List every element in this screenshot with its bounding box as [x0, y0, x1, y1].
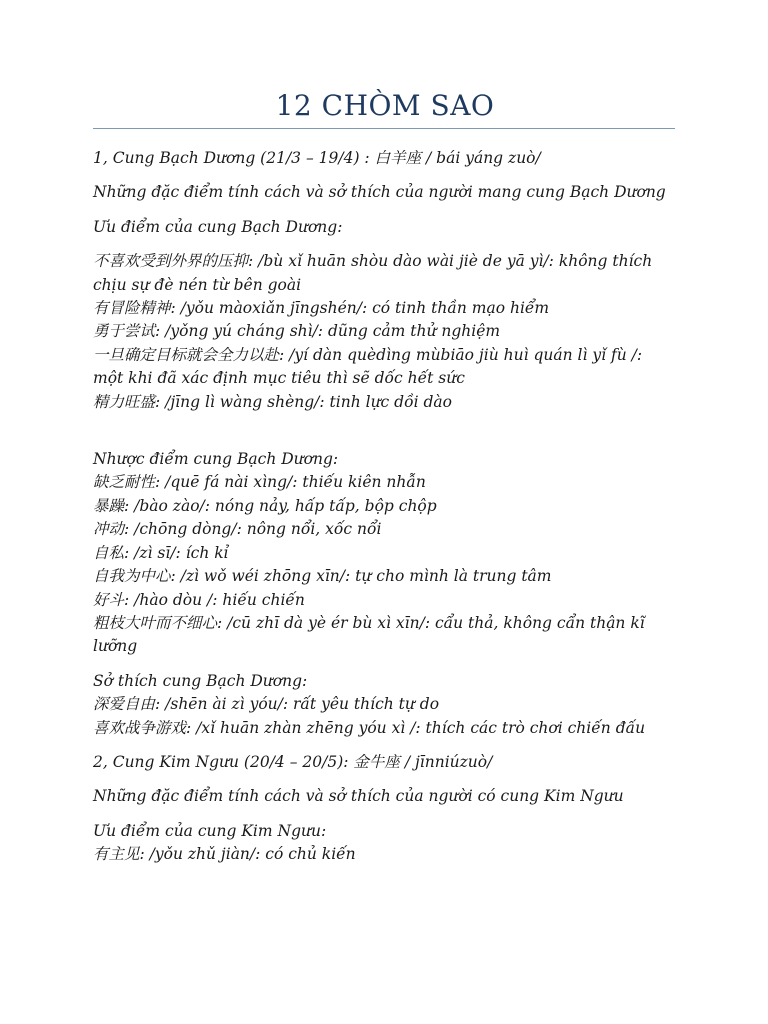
list-item: 喜欢战争游戏: /xǐ huān zhàn zhēng yóu xì /: thích các trò chơi chiến đấu: [93, 718, 646, 737]
section-intro: Những đặc điểm tính cách và sở thích của người mang cung Bạch Dương: [93, 183, 666, 202]
list-item: 深爱自由: /shēn ài zì yóu/: rất yêu thích tự do: [93, 695, 440, 714]
list-item: 有冒险精神: /yǒu màoxiǎn jīngshén/: có tinh thần mạo hiểm: [93, 299, 550, 318]
section-intro: Những đặc điểm tính cách và sở thích của người có cung Kim Ngưu: [93, 787, 624, 806]
list-item: 暴躁: /bào zào/: nóng nảy, hấp tấp, bộp chộp: [93, 496, 437, 515]
page-title: 12 CHÒM SAO: [275, 89, 495, 122]
cons-heading: Nhược điểm cung Bạch Dương:: [93, 450, 339, 469]
hobby-heading: Sở thích cung Bạch Dương:: [93, 671, 308, 690]
document-body: [93, 147, 677, 867]
list-item: 冲动: /chōng dòng/: nông nổi, xốc nổi: [93, 520, 382, 539]
list-item: 一旦确定目标就会全力以赴: /yí dàn quèdìng mùbiāo jiù huì quán lì yǐ fù /: một khi đã xác định mục tiêu thì sẽ dốc hết sức: [93, 345, 643, 388]
list-item: 自我为中心: /zì wǒ wéi zhōng xīn/: tự cho mình là trung tâm: [93, 567, 552, 586]
title-underline: [93, 128, 675, 129]
pros-heading: Ưu điểm của cung Bạch Dương:: [93, 217, 343, 236]
list-item: 自私: /zì sī/: ích kỉ: [93, 543, 229, 562]
list-item: 不喜欢受到外界的压抑: /bù xǐ huān shòu dào wài jiè de yā yì/: không thích chịu sự đè nén từ bên goài: [93, 252, 653, 294]
list-item: 勇于尝试: /yǒng yú cháng shì/: dũng cảm thử nghiệm: [93, 322, 501, 341]
pros-heading: Ưu điểm của cung Kim Ngưu:: [93, 821, 327, 840]
list-item: 缺乏耐性: /quē fá nài xìng/: thiếu kiên nhẫn: [93, 473, 426, 492]
section-heading: 1, Cung Bạch Dương (21/3 – 19/4) : 白羊座 / bái yáng zuò/: [93, 149, 541, 167]
document-page: [93, 0, 677, 867]
list-item: 有主见: /yǒu zhǔ jiàn/: có chủ kiến: [93, 845, 356, 864]
list-item: 精力旺盛: /jīng lì wàng shèng/: tinh lực dồi dào: [93, 392, 452, 411]
list-item: 粗枝大叶而不细心: /cū zhī dà yè ér bù xì xīn/: cẩu thả, không cẩn thận kĩ lưỡng: [93, 613, 645, 656]
section-heading: 2, Cung Kim Ngưu (20/4 – 20/5): 金牛座 / jīnniúzuò/: [93, 752, 493, 771]
list-item: 好斗: /hào dòu /: hiếu chiến: [93, 590, 305, 609]
